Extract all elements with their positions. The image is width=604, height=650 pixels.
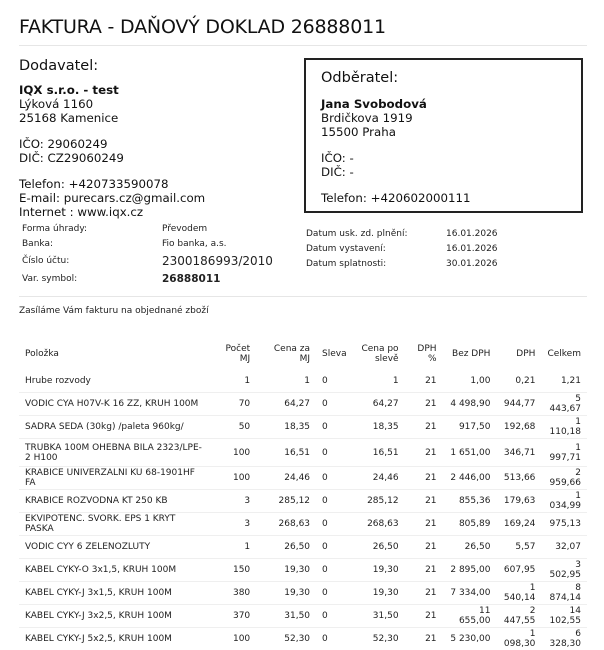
invoice-title: FAKTURA - DAŇOVÝ DOKLAD 26888011 (19, 16, 386, 38)
cell-vat: 5,57 (496, 536, 541, 559)
cell-qty: 370 (208, 605, 256, 628)
cell-vat-percent: 21 (405, 536, 443, 559)
cell-qty: 3 (208, 513, 256, 536)
header-total: Celkem (541, 340, 587, 370)
table-header-row (19, 340, 587, 370)
header-unit-price: Cena za MJ (256, 340, 316, 370)
cell-price-after-discount: 24,46 (353, 467, 405, 490)
taxable-date-label: Datum usk. zd. plnění: (306, 229, 407, 239)
cell-net: 855,36 (443, 490, 497, 513)
table-row (19, 628, 587, 650)
variable-symbol-value: 26888011 (162, 273, 220, 285)
cell-total: 32,07 (541, 536, 587, 559)
cell-total: 975,13 (541, 513, 587, 536)
cell-unit-price: 64,27 (256, 393, 316, 416)
cell-item: KABEL CYKY-J 5x2,5, KRUH 100M (19, 628, 208, 650)
cell-vat: 179,63 (496, 490, 541, 513)
cell-net: 1,00 (443, 370, 497, 393)
customer-street: Brdičkova 1919 (321, 111, 566, 125)
cell-discount: 0 (316, 490, 353, 513)
cell-unit-price: 1 (256, 370, 316, 393)
cell-net: 4 498,90 (443, 393, 497, 416)
customer-name: Jana Svobodová (321, 97, 566, 111)
cell-qty: 3 (208, 490, 256, 513)
supplier-ico: IČO: 29060249 (19, 137, 289, 151)
cell-vat: 346,71 (496, 439, 541, 467)
cell-unit-price: 19,30 (256, 582, 316, 605)
cell-vat: 607,95 (496, 559, 541, 582)
dates-info (306, 229, 586, 274)
bank-value: Fio banka, a.s. (162, 239, 227, 249)
cell-vat: 2 447,55 (496, 605, 541, 628)
cell-vat-percent: 21 (405, 513, 443, 536)
cell-vat: 1 098,30 (496, 628, 541, 650)
cell-vat-percent: 21 (405, 467, 443, 490)
cell-price-after-discount: 16,51 (353, 439, 405, 467)
supplier-city: 25168 Kamenice (19, 111, 289, 125)
cell-item: KABEL CYKY-J 3x2,5, KRUH 100M (19, 605, 208, 628)
supplier-block (19, 58, 289, 219)
cell-discount: 0 (316, 467, 353, 490)
supplier-phone: Telefon: +420733590078 (19, 177, 289, 191)
cell-price-after-discount: 285,12 (353, 490, 405, 513)
cell-price-after-discount: 19,30 (353, 559, 405, 582)
cell-qty: 150 (208, 559, 256, 582)
cell-item: KRABICE ROZVODNA KT 250 KB (19, 490, 208, 513)
supplier-heading: Dodavatel: (19, 58, 289, 74)
cell-vat-percent: 21 (405, 393, 443, 416)
supplier-street: Lýková 1160 (19, 97, 289, 111)
header-qty: Počet MJ (208, 340, 256, 370)
cell-net: 2 446,00 (443, 467, 497, 490)
cell-discount: 0 (316, 605, 353, 628)
due-date-label: Datum splatnosti: (306, 259, 386, 269)
due-date-value: 30.01.2026 (446, 259, 498, 269)
issue-date-label: Datum vystavení: (306, 244, 386, 254)
cell-total: 1 997,71 (541, 439, 587, 467)
cell-total: 1 034,99 (541, 490, 587, 513)
cell-net: 917,50 (443, 416, 497, 439)
cell-total: 2 959,66 (541, 467, 587, 490)
cell-item: SADRA SEDA (30kg) /paleta 960kg/ (19, 416, 208, 439)
cell-net: 11 655,00 (443, 605, 497, 628)
cell-total: 6 328,30 (541, 628, 587, 650)
cell-price-after-discount: 26,50 (353, 536, 405, 559)
cell-vat: 944,77 (496, 393, 541, 416)
cell-qty: 1 (208, 536, 256, 559)
account-value: 2300186993/2010 (162, 254, 273, 268)
payment-method-value: Převodem (162, 224, 207, 234)
cell-vat: 0,21 (496, 370, 541, 393)
cell-qty: 100 (208, 467, 256, 490)
cell-unit-price: 19,30 (256, 559, 316, 582)
cell-discount: 0 (316, 559, 353, 582)
taxable-date-value: 16.01.2026 (446, 229, 498, 239)
cell-vat-percent: 21 (405, 559, 443, 582)
payment-method-label: Forma úhrady: (22, 224, 87, 234)
cell-total: 5 443,67 (541, 393, 587, 416)
cell-item: KABEL CYKY-J 3x1,5, KRUH 100M (19, 582, 208, 605)
cell-vat-percent: 21 (405, 490, 443, 513)
cell-unit-price: 52,30 (256, 628, 316, 650)
cell-vat-percent: 21 (405, 370, 443, 393)
header-net: Bez DPH (443, 340, 497, 370)
cell-discount: 0 (316, 416, 353, 439)
variable-symbol-label: Var. symbol: (22, 274, 77, 284)
header-vat: DPH (496, 340, 541, 370)
cell-vat-percent: 21 (405, 605, 443, 628)
items-table (19, 340, 587, 650)
bank-label: Banka: (22, 239, 53, 249)
cell-discount: 0 (316, 582, 353, 605)
table-row (19, 559, 587, 582)
table-row (19, 467, 587, 490)
table-row (19, 582, 587, 605)
customer-block (304, 58, 583, 213)
cell-item: KABEL CYKY-O 3x1,5, KRUH 100M (19, 559, 208, 582)
table-row (19, 605, 587, 628)
cell-vat-percent: 21 (405, 416, 443, 439)
cell-price-after-discount: 31,50 (353, 605, 405, 628)
table-row (19, 439, 587, 467)
cell-vat: 1 540,14 (496, 582, 541, 605)
cell-net: 2 895,00 (443, 559, 497, 582)
cell-vat-percent: 21 (405, 628, 443, 650)
cell-unit-price: 18,35 (256, 416, 316, 439)
cell-item: EKVIPOTENC. SVORK. EPS 1 KRYT PASKA (19, 513, 208, 536)
issue-date-value: 16.01.2026 (446, 244, 498, 254)
cell-total: 14 102,55 (541, 605, 587, 628)
cell-total: 1,21 (541, 370, 587, 393)
cell-price-after-discount: 52,30 (353, 628, 405, 650)
cell-discount: 0 (316, 439, 353, 467)
cell-unit-price: 285,12 (256, 490, 316, 513)
cell-discount: 0 (316, 536, 353, 559)
cell-price-after-discount: 18,35 (353, 416, 405, 439)
cell-vat: 192,68 (496, 416, 541, 439)
cell-price-after-discount: 268,63 (353, 513, 405, 536)
cell-discount: 0 (316, 370, 353, 393)
cell-net: 26,50 (443, 536, 497, 559)
customer-dic: DIČ: - (321, 165, 566, 179)
header-discount: Sleva (316, 340, 353, 370)
cell-total: 8 874,14 (541, 582, 587, 605)
cell-price-after-discount: 64,27 (353, 393, 405, 416)
cell-unit-price: 268,63 (256, 513, 316, 536)
table-row (19, 416, 587, 439)
title-divider (19, 45, 587, 46)
customer-city: 15500 Praha (321, 125, 566, 139)
cell-unit-price: 24,46 (256, 467, 316, 490)
supplier-email: E-mail: purecars.cz@gmail.com (19, 191, 289, 205)
cell-qty: 380 (208, 582, 256, 605)
cell-net: 805,89 (443, 513, 497, 536)
cell-unit-price: 31,50 (256, 605, 316, 628)
cell-qty: 1 (208, 370, 256, 393)
invoice-note: Zasíláme Vám fakturu na objednané zboží (19, 306, 209, 316)
table-row (19, 393, 587, 416)
supplier-web: Internet : www.iqx.cz (19, 205, 289, 219)
cell-price-after-discount: 19,30 (353, 582, 405, 605)
cell-vat: 513,66 (496, 467, 541, 490)
cell-qty: 70 (208, 393, 256, 416)
header-item: Položka (19, 340, 208, 370)
cell-price-after-discount: 1 (353, 370, 405, 393)
cell-item: KRABICE UNIVERZALNI KU 68-1901HF FA (19, 467, 208, 490)
table-row (19, 370, 587, 393)
cell-item: Hrube rozvody (19, 370, 208, 393)
supplier-dic: DIČ: CZ29060249 (19, 151, 289, 165)
cell-net: 5 230,00 (443, 628, 497, 650)
customer-heading: Odběratel: (321, 70, 566, 86)
supplier-name: IQX s.r.o. - test (19, 83, 289, 97)
cell-discount: 0 (316, 513, 353, 536)
cell-vat-percent: 21 (405, 439, 443, 467)
table-row (19, 513, 587, 536)
cell-vat: 169,24 (496, 513, 541, 536)
table-row (19, 490, 587, 513)
payment-info (22, 224, 292, 284)
header-vat-percent: DPH % (405, 340, 443, 370)
cell-qty: 100 (208, 439, 256, 467)
cell-qty: 100 (208, 628, 256, 650)
cell-qty: 50 (208, 416, 256, 439)
table-row (19, 536, 587, 559)
account-label: Číslo účtu: (22, 256, 69, 266)
cell-item: VODIC CYA H07V-K 16 ZZ, KRUH 100M (19, 393, 208, 416)
cell-item: TRUBKA 100M OHEBNA BILA 2323/LPE-2 H100 (19, 439, 208, 467)
header-price-after-discount: Cena po slevě (353, 340, 405, 370)
cell-discount: 0 (316, 393, 353, 416)
cell-unit-price: 16,51 (256, 439, 316, 467)
customer-phone: Telefon: +420602000111 (321, 191, 566, 205)
section-divider (19, 296, 587, 297)
cell-total: 3 502,95 (541, 559, 587, 582)
cell-item: VODIC CYY 6 ZELENOZLUTY (19, 536, 208, 559)
cell-net: 1 651,00 (443, 439, 497, 467)
cell-unit-price: 26,50 (256, 536, 316, 559)
cell-discount: 0 (316, 628, 353, 650)
customer-ico: IČO: - (321, 151, 566, 165)
cell-net: 7 334,00 (443, 582, 497, 605)
cell-vat-percent: 21 (405, 582, 443, 605)
cell-total: 1 110,18 (541, 416, 587, 439)
